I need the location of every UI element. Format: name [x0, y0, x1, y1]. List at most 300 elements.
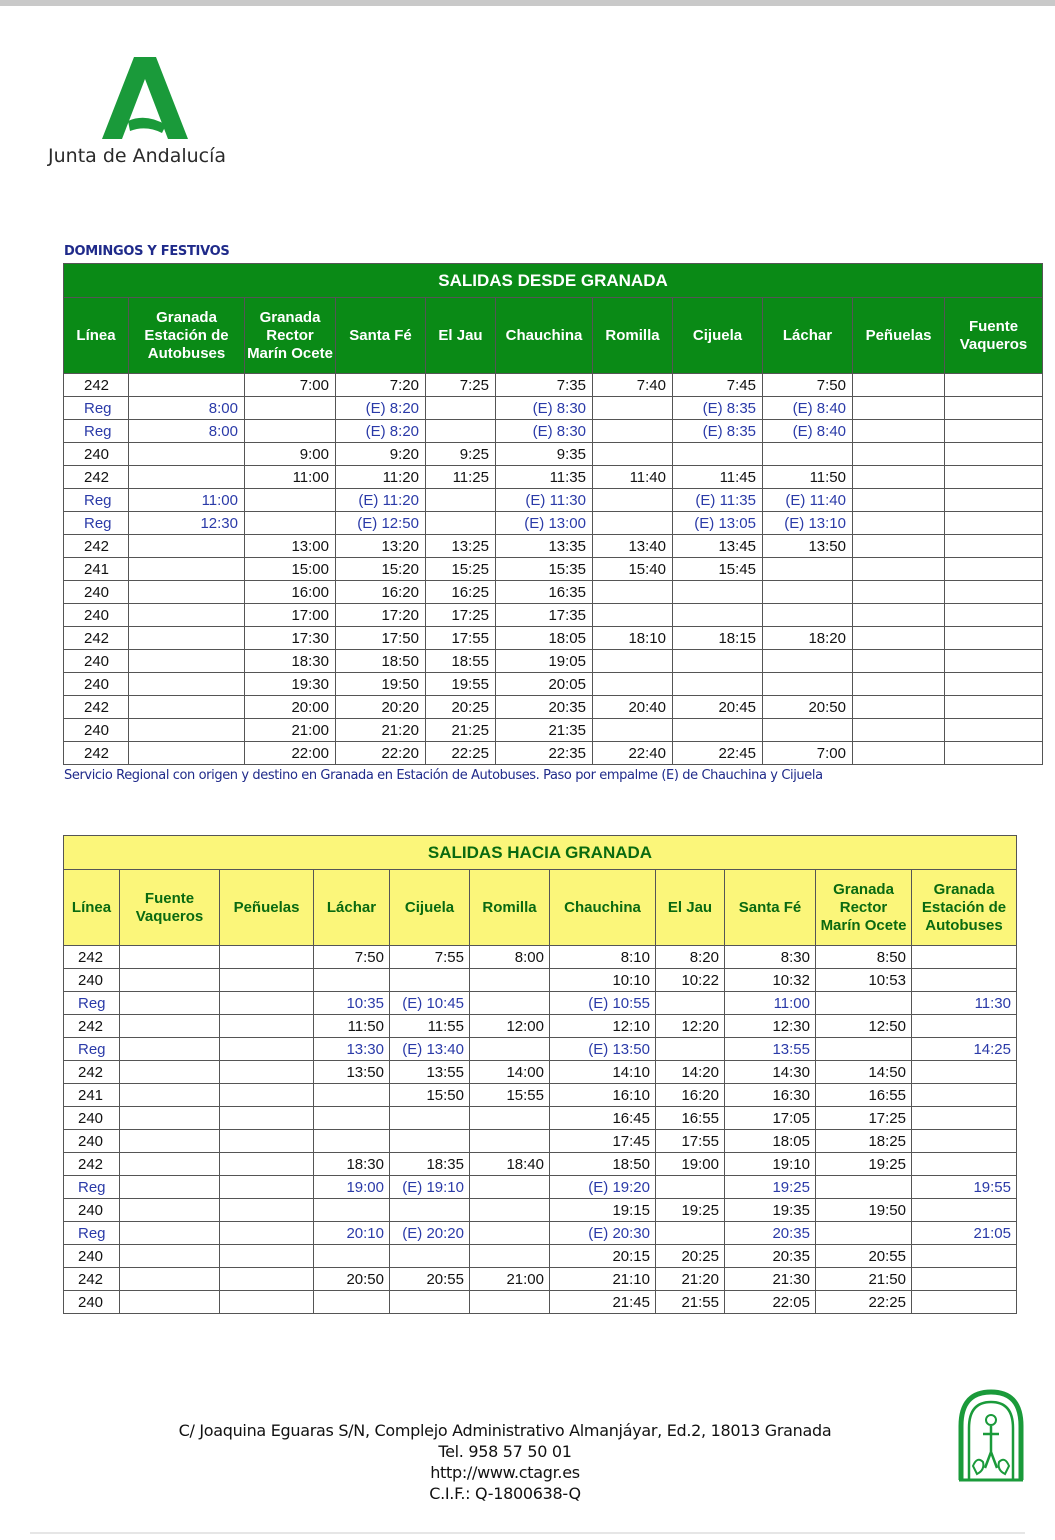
time-cell: 18:05 [496, 627, 593, 650]
table-row [64, 512, 1043, 535]
time-cell: 12:20 [656, 1015, 725, 1038]
time-cell [945, 581, 1043, 604]
time-cell [945, 489, 1043, 512]
time-cell [763, 558, 853, 581]
line-cell: Reg [64, 397, 129, 420]
time-cell: 19:00 [656, 1153, 725, 1176]
time-cell: 13:30 [314, 1038, 390, 1061]
website-link[interactable]: http://www.ctagr.es [430, 1463, 580, 1482]
time-cell [220, 1245, 314, 1268]
time-cell [314, 1291, 390, 1314]
line-cell: 240 [64, 581, 129, 604]
time-cell: (E) 20:20 [390, 1222, 470, 1245]
time-cell: 20:05 [496, 673, 593, 696]
time-cell: (E) 8:30 [496, 420, 593, 443]
time-cell: 22:35 [496, 742, 593, 765]
table-title: SALIDAS DESDE GRANADA [64, 264, 1043, 298]
table-row [64, 946, 1017, 969]
table-row [64, 1199, 1017, 1222]
time-cell: (E) 12:50 [336, 512, 426, 535]
time-cell: 10:32 [725, 969, 816, 992]
line-cell: 242 [64, 696, 129, 719]
time-cell: 11:25 [426, 466, 496, 489]
time-cell: 17:35 [496, 604, 593, 627]
time-cell [120, 946, 220, 969]
time-cell: 19:10 [725, 1153, 816, 1176]
time-cell [912, 1291, 1017, 1314]
time-cell [120, 1107, 220, 1130]
time-cell: 15:50 [390, 1084, 470, 1107]
time-cell: 18:10 [593, 627, 673, 650]
time-cell [816, 1222, 912, 1245]
time-cell [945, 558, 1043, 581]
time-cell: 20:50 [314, 1268, 390, 1291]
time-cell [945, 719, 1043, 742]
time-cell [314, 1084, 390, 1107]
table-header-row [64, 298, 1043, 374]
line-cell: 242 [64, 742, 129, 765]
time-cell [120, 969, 220, 992]
table-row [64, 1107, 1017, 1130]
time-cell [314, 1107, 390, 1130]
time-cell: 7:20 [336, 374, 426, 397]
table-row [64, 1061, 1017, 1084]
time-cell [314, 969, 390, 992]
time-cell: 16:30 [725, 1084, 816, 1107]
time-cell: 11:20 [336, 466, 426, 489]
time-cell: 8:00 [129, 420, 245, 443]
time-cell [593, 673, 673, 696]
time-cell [220, 992, 314, 1015]
time-cell [912, 1245, 1017, 1268]
time-cell: 17:30 [245, 627, 336, 650]
line-cell: 242 [64, 535, 129, 558]
time-cell [853, 512, 945, 535]
time-cell: 21:45 [550, 1291, 656, 1314]
time-cell: 17:55 [656, 1130, 725, 1153]
time-cell: 22:25 [816, 1291, 912, 1314]
time-cell: 19:55 [912, 1176, 1017, 1199]
time-cell [912, 1153, 1017, 1176]
column-header: Peñuelas [220, 870, 314, 946]
time-cell: 17:20 [336, 604, 426, 627]
time-cell [593, 489, 673, 512]
time-cell [912, 1061, 1017, 1084]
line-cell: Reg [64, 489, 129, 512]
time-cell: 21:30 [725, 1268, 816, 1291]
line-cell: 240 [64, 1199, 120, 1222]
time-cell: 21:20 [336, 719, 426, 742]
time-cell: 19:50 [816, 1199, 912, 1222]
time-cell [129, 443, 245, 466]
time-cell [853, 535, 945, 558]
time-cell: 21:35 [496, 719, 593, 742]
time-cell: 14:25 [912, 1038, 1017, 1061]
time-cell: 11:30 [912, 992, 1017, 1015]
time-cell [912, 1130, 1017, 1153]
table-row [64, 650, 1043, 673]
time-cell [426, 397, 496, 420]
line-cell: 241 [64, 1084, 120, 1107]
time-cell [220, 1268, 314, 1291]
line-cell: Reg [64, 1176, 120, 1199]
line-cell: 240 [64, 719, 129, 742]
time-cell [120, 1176, 220, 1199]
time-cell: 11:40 [593, 466, 673, 489]
time-cell [853, 558, 945, 581]
time-cell: 17:25 [816, 1107, 912, 1130]
line-cell: 242 [64, 946, 120, 969]
time-cell: 18:30 [245, 650, 336, 673]
column-header: Chauchina [550, 870, 656, 946]
time-cell: 19:25 [816, 1153, 912, 1176]
time-cell: 21:25 [426, 719, 496, 742]
time-cell [656, 1038, 725, 1061]
time-cell: 14:30 [725, 1061, 816, 1084]
column-header: Línea [64, 298, 129, 374]
line-cell: 241 [64, 558, 129, 581]
time-cell [220, 1061, 314, 1084]
time-cell [314, 1245, 390, 1268]
time-cell [120, 1153, 220, 1176]
time-cell: 15:35 [496, 558, 593, 581]
column-header: Santa Fé [336, 298, 426, 374]
time-cell: (E) 13:05 [673, 512, 763, 535]
time-cell: 22:25 [426, 742, 496, 765]
time-cell: 7:40 [593, 374, 673, 397]
time-cell: 11:00 [245, 466, 336, 489]
time-cell: 13:00 [245, 535, 336, 558]
time-cell: 17:50 [336, 627, 426, 650]
time-cell: 20:45 [673, 696, 763, 719]
table-row [64, 1176, 1017, 1199]
time-cell: 19:15 [550, 1199, 656, 1222]
time-cell: 8:50 [816, 946, 912, 969]
time-cell: 10:10 [550, 969, 656, 992]
time-cell: 18:30 [314, 1153, 390, 1176]
time-cell: 8:00 [129, 397, 245, 420]
time-cell: 14:10 [550, 1061, 656, 1084]
time-cell: (E) 13:40 [390, 1038, 470, 1061]
time-cell [673, 650, 763, 673]
table-row [64, 696, 1043, 719]
time-cell [673, 673, 763, 696]
time-cell: 11:50 [314, 1015, 390, 1038]
time-cell [390, 1291, 470, 1314]
time-cell [120, 1061, 220, 1084]
column-header: Línea [64, 870, 120, 946]
andalucia-coat-of-arms-icon [955, 1386, 1027, 1484]
cif-text: C.I.F.: Q-1800638-Q [429, 1484, 581, 1503]
time-cell: 18:20 [763, 627, 853, 650]
time-cell [912, 969, 1017, 992]
time-cell: 20:25 [656, 1245, 725, 1268]
time-cell: (E) 8:20 [336, 397, 426, 420]
time-cell: 16:20 [336, 581, 426, 604]
time-cell: 8:00 [470, 946, 550, 969]
time-cell: 12:50 [816, 1015, 912, 1038]
time-cell [314, 1199, 390, 1222]
time-cell [593, 719, 673, 742]
time-cell: 21:20 [656, 1268, 725, 1291]
time-cell [912, 1268, 1017, 1291]
table-row [64, 969, 1017, 992]
time-cell [853, 420, 945, 443]
time-cell: 13:25 [426, 535, 496, 558]
time-cell [945, 397, 1043, 420]
time-cell: (E) 19:10 [390, 1176, 470, 1199]
time-cell: 16:35 [496, 581, 593, 604]
time-cell: 18:50 [336, 650, 426, 673]
time-cell: (E) 11:30 [496, 489, 593, 512]
line-cell: Reg [64, 1038, 120, 1061]
table-row [64, 1268, 1017, 1291]
time-cell [129, 535, 245, 558]
time-cell: (E) 8:35 [673, 420, 763, 443]
time-cell [245, 397, 336, 420]
time-cell [426, 512, 496, 535]
table-row [64, 1222, 1017, 1245]
time-cell [945, 466, 1043, 489]
column-header: El Jau [656, 870, 725, 946]
time-cell [470, 1291, 550, 1314]
time-cell: (E) 19:20 [550, 1176, 656, 1199]
time-cell [673, 604, 763, 627]
line-cell: 240 [64, 673, 129, 696]
time-cell: 15:00 [245, 558, 336, 581]
time-cell: 16:55 [656, 1107, 725, 1130]
table-row [64, 420, 1043, 443]
time-cell [673, 719, 763, 742]
time-cell [816, 992, 912, 1015]
table-row [64, 719, 1043, 742]
time-cell: 11:00 [725, 992, 816, 1015]
time-cell [470, 1199, 550, 1222]
column-header: Chauchina [496, 298, 593, 374]
time-cell: 15:40 [593, 558, 673, 581]
time-cell [390, 1245, 470, 1268]
time-cell [945, 650, 1043, 673]
line-cell: 240 [64, 443, 129, 466]
time-cell: 20:00 [245, 696, 336, 719]
column-header: Granada Rector Marín Ocete [245, 298, 336, 374]
time-cell: 11:35 [496, 466, 593, 489]
time-cell [120, 992, 220, 1015]
time-cell [470, 1130, 550, 1153]
time-cell [129, 719, 245, 742]
time-cell: 7:45 [673, 374, 763, 397]
time-cell [853, 696, 945, 719]
time-cell [220, 1291, 314, 1314]
time-cell [656, 992, 725, 1015]
time-cell: 11:50 [763, 466, 853, 489]
time-cell: 14:20 [656, 1061, 725, 1084]
table-row [64, 673, 1043, 696]
time-cell [945, 512, 1043, 535]
time-cell: 10:22 [656, 969, 725, 992]
address-text: C/ Joaquina Eguaras S/N, Complejo Administrativo Almanjáyar, Ed.2, 18013 Granada [178, 1421, 832, 1440]
column-header: Granada Rector Marín Ocete [816, 870, 912, 946]
time-cell: 19:05 [496, 650, 593, 673]
time-cell: (E) 8:30 [496, 397, 593, 420]
time-cell [220, 946, 314, 969]
time-cell: 16:10 [550, 1084, 656, 1107]
time-cell: 9:20 [336, 443, 426, 466]
time-cell [220, 1222, 314, 1245]
time-cell: 7:50 [314, 946, 390, 969]
time-cell: (E) 8:40 [763, 420, 853, 443]
time-cell [120, 1038, 220, 1061]
time-cell [120, 1291, 220, 1314]
time-cell [593, 512, 673, 535]
line-cell: 242 [64, 1268, 120, 1291]
time-cell: 19:00 [314, 1176, 390, 1199]
time-cell: 19:25 [725, 1176, 816, 1199]
table-row [64, 535, 1043, 558]
time-cell: 10:53 [816, 969, 912, 992]
line-cell: Reg [64, 1222, 120, 1245]
time-cell: 22:20 [336, 742, 426, 765]
table-row [64, 397, 1043, 420]
time-cell [945, 443, 1043, 466]
time-cell: 20:40 [593, 696, 673, 719]
time-cell [129, 558, 245, 581]
time-cell: 19:30 [245, 673, 336, 696]
time-cell: 19:35 [725, 1199, 816, 1222]
time-cell: (E) 20:30 [550, 1222, 656, 1245]
time-cell: 7:00 [245, 374, 336, 397]
time-cell [426, 420, 496, 443]
time-cell: 11:45 [673, 466, 763, 489]
time-cell: 13:55 [725, 1038, 816, 1061]
time-cell: 8:30 [725, 946, 816, 969]
column-header: Granada Estación de Autobuses [129, 298, 245, 374]
time-cell: 19:55 [426, 673, 496, 696]
time-cell: 20:15 [550, 1245, 656, 1268]
line-cell: 242 [64, 1153, 120, 1176]
time-cell [220, 1107, 314, 1130]
time-cell [593, 581, 673, 604]
column-header: Fuente Vaqueros [945, 298, 1043, 374]
time-cell [912, 1107, 1017, 1130]
time-cell [220, 1130, 314, 1153]
time-cell [945, 696, 1043, 719]
time-cell: 15:45 [673, 558, 763, 581]
time-cell: 20:35 [725, 1245, 816, 1268]
time-cell [470, 1176, 550, 1199]
line-cell: 240 [64, 1130, 120, 1153]
time-cell [853, 397, 945, 420]
time-cell [470, 969, 550, 992]
table-row [64, 374, 1043, 397]
time-cell [129, 627, 245, 650]
time-cell: 17:45 [550, 1130, 656, 1153]
time-cell: (E) 10:55 [550, 992, 656, 1015]
time-cell [945, 742, 1043, 765]
time-cell: 15:20 [336, 558, 426, 581]
time-cell [220, 969, 314, 992]
time-cell: 12:30 [725, 1015, 816, 1038]
time-cell [853, 650, 945, 673]
time-cell: 18:55 [426, 650, 496, 673]
time-cell [853, 489, 945, 512]
time-cell [129, 650, 245, 673]
time-cell [945, 627, 1043, 650]
time-cell [945, 535, 1043, 558]
time-cell: 21:00 [245, 719, 336, 742]
time-cell: 21:55 [656, 1291, 725, 1314]
time-cell [763, 581, 853, 604]
time-cell [120, 1015, 220, 1038]
time-cell [763, 673, 853, 696]
time-cell: 19:50 [336, 673, 426, 696]
time-cell [120, 1245, 220, 1268]
time-cell [945, 420, 1043, 443]
table-salidas-hacia-granada [63, 835, 1017, 1314]
time-cell: 20:55 [816, 1245, 912, 1268]
time-cell: 7:25 [426, 374, 496, 397]
time-cell [220, 1038, 314, 1061]
column-header: Láchar [763, 298, 853, 374]
time-cell: (E) 8:35 [673, 397, 763, 420]
time-cell: (E) 11:20 [336, 489, 426, 512]
time-cell [763, 443, 853, 466]
time-cell [945, 374, 1043, 397]
line-cell: Reg [64, 512, 129, 535]
time-cell [245, 512, 336, 535]
time-cell: 7:55 [390, 946, 470, 969]
time-cell [853, 673, 945, 696]
time-cell: (E) 11:35 [673, 489, 763, 512]
table-title: SALIDAS HACIA GRANADA [64, 836, 1017, 870]
time-cell [245, 489, 336, 512]
column-header: Romilla [470, 870, 550, 946]
time-cell [426, 489, 496, 512]
contact-footer [150, 1420, 860, 1504]
time-cell [912, 1015, 1017, 1038]
time-cell [129, 673, 245, 696]
time-cell: 14:50 [816, 1061, 912, 1084]
time-cell: 20:35 [496, 696, 593, 719]
time-cell [129, 604, 245, 627]
time-cell [593, 397, 673, 420]
column-header: Peñuelas [853, 298, 945, 374]
column-header: El Jau [426, 298, 496, 374]
time-cell: 9:35 [496, 443, 593, 466]
table-row [64, 1084, 1017, 1107]
table-row [64, 558, 1043, 581]
time-cell [912, 1084, 1017, 1107]
time-cell: 17:55 [426, 627, 496, 650]
time-cell: 20:20 [336, 696, 426, 719]
time-cell [853, 581, 945, 604]
table-row [64, 1015, 1017, 1038]
time-cell: 20:10 [314, 1222, 390, 1245]
line-cell: 242 [64, 627, 129, 650]
time-cell: (E) 8:20 [336, 420, 426, 443]
time-cell: (E) 13:00 [496, 512, 593, 535]
time-cell [470, 992, 550, 1015]
time-cell: 13:20 [336, 535, 426, 558]
line-cell: Reg [64, 992, 120, 1015]
time-cell [220, 1015, 314, 1038]
time-cell [129, 742, 245, 765]
time-cell [129, 581, 245, 604]
time-cell: 18:35 [390, 1153, 470, 1176]
time-cell [593, 420, 673, 443]
time-cell: 18:40 [470, 1153, 550, 1176]
table-row [64, 1130, 1017, 1153]
